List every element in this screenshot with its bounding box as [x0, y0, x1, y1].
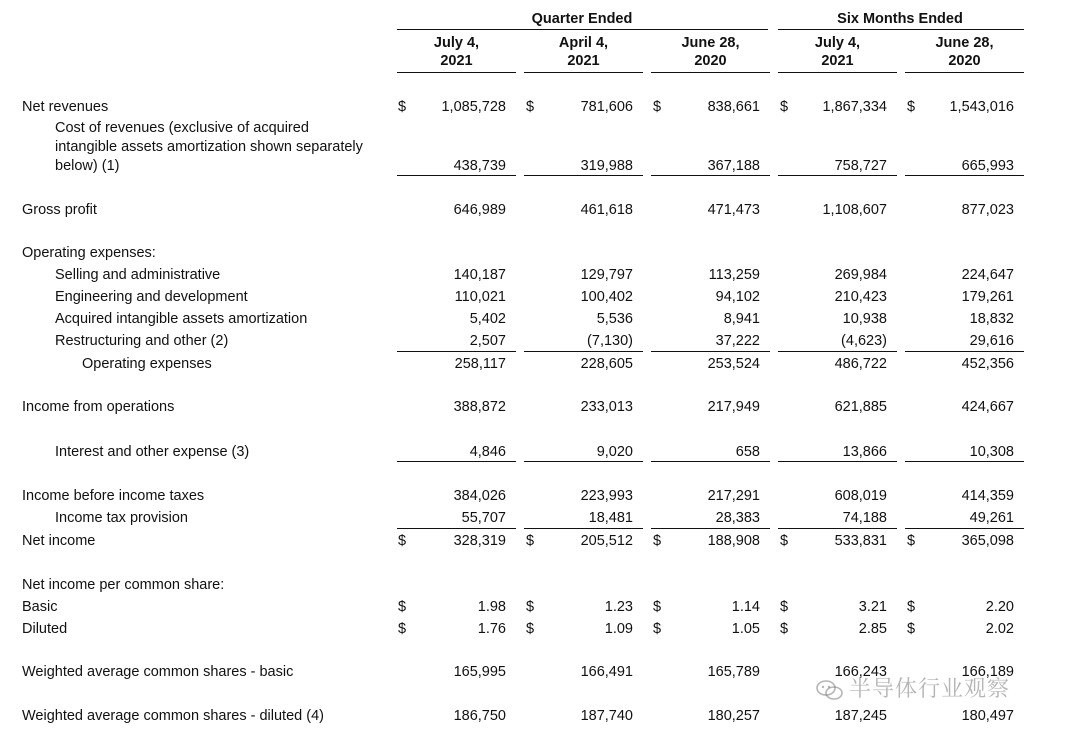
- currency-symbol: $: [653, 599, 662, 615]
- column-header-underline: [905, 72, 1024, 73]
- cell-value: 621,885: [834, 399, 887, 415]
- cell-value: 424,667: [961, 399, 1014, 415]
- subtotal-rule: [651, 175, 770, 176]
- subtotal-rule: [524, 351, 643, 352]
- cell-value: 658: [735, 444, 760, 460]
- currency-symbol: $: [653, 621, 662, 637]
- cell-value: 5,536: [596, 311, 633, 327]
- cell-value: 665,993: [961, 158, 1014, 174]
- cell-value: 210,423: [834, 289, 887, 305]
- cell-value: 646,989: [453, 202, 506, 218]
- cell-value: 1,108,607: [822, 202, 887, 218]
- subtotal-rule: [905, 175, 1024, 176]
- cell-value: 28,383: [715, 510, 760, 526]
- cell-value: 74,188: [842, 510, 887, 526]
- cell-value: 2.85: [858, 621, 887, 637]
- column-header-year: 2020: [948, 53, 981, 69]
- cell-value: 187,245: [834, 708, 887, 724]
- watermark-text: 半导体行业观察: [849, 676, 1011, 701]
- row-label: Weighted average common shares - diluted (4): [22, 708, 324, 724]
- cell-value: 18,832: [969, 311, 1014, 327]
- cell-value: 10,938: [842, 311, 887, 327]
- cell-value: 18,481: [588, 510, 633, 526]
- row-label: Engineering and development: [55, 289, 248, 305]
- row-label: Restructuring and other (2): [55, 333, 229, 349]
- cell-value: 166,189: [961, 664, 1014, 680]
- cell-value: 110,021: [454, 289, 506, 305]
- cell-value: 187,740: [580, 708, 633, 724]
- cell-value: 471,473: [707, 202, 760, 218]
- currency-symbol: $: [526, 99, 535, 115]
- row-label: Selling and administrative: [55, 267, 221, 283]
- currency-symbol: $: [398, 599, 407, 615]
- cell-value: 37,222: [715, 333, 760, 349]
- currency-symbol: $: [907, 533, 916, 549]
- row-label: Income tax provision: [55, 510, 188, 526]
- cell-value: 180,257: [707, 708, 760, 724]
- cell-value: 4,846: [469, 444, 506, 460]
- cell-value: 1.98: [477, 599, 506, 615]
- currency-symbol: $: [780, 621, 789, 637]
- cell-value: 165,995: [453, 664, 506, 680]
- cell-value: 452,356: [961, 356, 1014, 372]
- row-label: Diluted: [22, 621, 68, 637]
- cell-value: 205,512: [580, 533, 633, 549]
- cell-value: 365,098: [961, 533, 1014, 549]
- row-label: Acquired intangible assets amortization: [55, 311, 308, 327]
- currency-symbol: $: [526, 533, 535, 549]
- cell-value: 367,188: [707, 158, 760, 174]
- cell-value: 781,606: [580, 99, 633, 115]
- cell-value: 1,543,016: [949, 99, 1014, 115]
- column-header-underline: [397, 72, 516, 73]
- subtotal-rule: [778, 351, 897, 352]
- subtotal-rule: [778, 175, 897, 176]
- currency-symbol: $: [398, 99, 407, 115]
- cell-value: 179,261: [961, 289, 1014, 305]
- column-header-year: 2021: [567, 53, 600, 69]
- cell-value: 1.05: [731, 621, 760, 637]
- cell-value: 253,524: [707, 356, 760, 372]
- cell-value: 758,727: [834, 158, 887, 174]
- cell-value: 1.14: [731, 599, 760, 615]
- column-header-date: July 4,: [814, 35, 861, 51]
- cell-value: 319,988: [580, 158, 633, 174]
- cell-value: 9,020: [596, 444, 633, 460]
- cell-value: 223,993: [580, 488, 633, 504]
- cell-value: 140,187: [453, 267, 506, 283]
- cell-value: 217,291: [707, 488, 760, 504]
- cell-value: 8,941: [723, 311, 760, 327]
- subtotal-rule: [524, 175, 643, 176]
- cell-value: 269,984: [834, 267, 887, 283]
- column-header-underline: [524, 72, 643, 73]
- row-label: Operating expenses:: [22, 245, 156, 261]
- row-label: Net income: [22, 533, 96, 549]
- subtotal-rule: [397, 175, 516, 176]
- cell-value: 180,497: [961, 708, 1014, 724]
- currency-symbol: $: [780, 533, 789, 549]
- column-header-underline: [651, 72, 770, 73]
- subtotal-rule: [397, 461, 516, 462]
- cell-value: 258,117: [454, 356, 506, 372]
- cell-value: 608,019: [834, 488, 887, 504]
- currency-symbol: $: [653, 99, 662, 115]
- cell-value: 438,739: [453, 158, 506, 174]
- row-label: Operating expenses: [82, 356, 212, 372]
- cell-value: 1,085,728: [441, 99, 506, 115]
- cell-value: 166,243: [834, 664, 887, 680]
- column-header-year: 2021: [821, 53, 854, 69]
- cell-value: 461,618: [580, 202, 633, 218]
- cell-value: (7,130): [587, 333, 633, 349]
- row-label: below) (1): [55, 158, 120, 174]
- currency-symbol: $: [398, 621, 407, 637]
- row-label: Net revenues: [22, 99, 109, 115]
- subtotal-rule: [651, 351, 770, 352]
- column-header-date: July 4,: [433, 35, 480, 51]
- cell-value: 49,261: [969, 510, 1014, 526]
- column-header-year: 2020: [694, 53, 727, 69]
- subtotal-rule: [905, 461, 1024, 462]
- subtotal-rule: [905, 528, 1024, 529]
- row-label: Cost of revenues (exclusive of acquired: [55, 120, 309, 136]
- row-label: Basic: [22, 599, 58, 615]
- cell-value: 838,661: [707, 99, 760, 115]
- subtotal-rule: [778, 528, 897, 529]
- cell-value: 10,308: [969, 444, 1014, 460]
- column-header-year: 2021: [440, 53, 473, 69]
- header-six-months-underline: [778, 29, 1024, 30]
- watermark: [815, 672, 1010, 703]
- column-header-underline: [778, 72, 897, 73]
- row-label: Interest and other expense (3): [55, 444, 250, 460]
- cell-value: 2.02: [985, 621, 1014, 637]
- cell-value: 188,908: [707, 533, 760, 549]
- currency-symbol: $: [526, 599, 535, 615]
- subtotal-rule: [778, 461, 897, 462]
- row-label: Net income per common share:: [22, 577, 225, 593]
- cell-value: 186,750: [453, 708, 506, 724]
- row-label: Income before income taxes: [22, 488, 205, 504]
- subtotal-rule: [905, 351, 1024, 352]
- currency-symbol: $: [907, 621, 916, 637]
- subtotal-rule: [524, 528, 643, 529]
- cell-value: 1,867,334: [822, 99, 887, 115]
- cell-value: 29,616: [969, 333, 1014, 349]
- currency-symbol: $: [780, 599, 789, 615]
- cell-value: 113,259: [708, 267, 760, 283]
- cell-value: 3.21: [858, 599, 887, 615]
- cell-value: 55,707: [461, 510, 506, 526]
- cell-value: 13,866: [842, 444, 887, 460]
- subtotal-rule: [651, 528, 770, 529]
- currency-symbol: $: [398, 533, 407, 549]
- column-header-date: June 28,: [935, 35, 994, 51]
- column-header-date: April 4,: [558, 35, 609, 51]
- subtotal-rule: [397, 351, 516, 352]
- currency-symbol: $: [653, 533, 662, 549]
- subtotal-rule: [397, 528, 516, 529]
- currency-symbol: $: [907, 99, 916, 115]
- cell-value: 877,023: [961, 202, 1014, 218]
- header-quarter-underline: [397, 29, 768, 30]
- header-six-months-ended: Six Months Ended: [837, 11, 963, 27]
- currency-symbol: $: [526, 621, 535, 637]
- cell-value: 414,359: [961, 488, 1014, 504]
- cell-value: 384,026: [453, 488, 506, 504]
- row-label: Weighted average common shares - basic: [22, 664, 294, 680]
- cell-value: 2,507: [469, 333, 506, 349]
- cell-value: 166,491: [580, 664, 633, 680]
- cell-value: 388,872: [453, 399, 506, 415]
- cell-value: 100,402: [580, 289, 633, 305]
- wechat-icon: [815, 679, 845, 701]
- row-label: intangible assets amortization shown separately: [55, 139, 363, 155]
- cell-value: 5,402: [469, 311, 506, 327]
- cell-value: 486,722: [834, 356, 887, 372]
- currency-symbol: $: [907, 599, 916, 615]
- cell-value: 233,013: [580, 399, 633, 415]
- cell-value: 2.20: [985, 599, 1014, 615]
- cell-value: 94,102: [715, 289, 760, 305]
- subtotal-rule: [524, 461, 643, 462]
- cell-value: 129,797: [580, 267, 633, 283]
- cell-value: 533,831: [834, 533, 887, 549]
- cell-value: (4,623): [841, 333, 887, 349]
- cell-value: 1.23: [604, 599, 633, 615]
- cell-value: 228,605: [580, 356, 633, 372]
- cell-value: 1.09: [604, 621, 633, 637]
- row-label: Income from operations: [22, 399, 175, 415]
- column-header-date: June 28,: [681, 35, 740, 51]
- subtotal-rule: [651, 461, 770, 462]
- row-label: Gross profit: [22, 202, 97, 218]
- header-quarter-ended: Quarter Ended: [531, 11, 633, 27]
- cell-value: 217,949: [707, 399, 760, 415]
- cell-value: 224,647: [961, 267, 1014, 283]
- cell-value: 328,319: [453, 533, 506, 549]
- cell-value: 165,789: [707, 664, 760, 680]
- currency-symbol: $: [780, 99, 789, 115]
- cell-value: 1.76: [477, 621, 506, 637]
